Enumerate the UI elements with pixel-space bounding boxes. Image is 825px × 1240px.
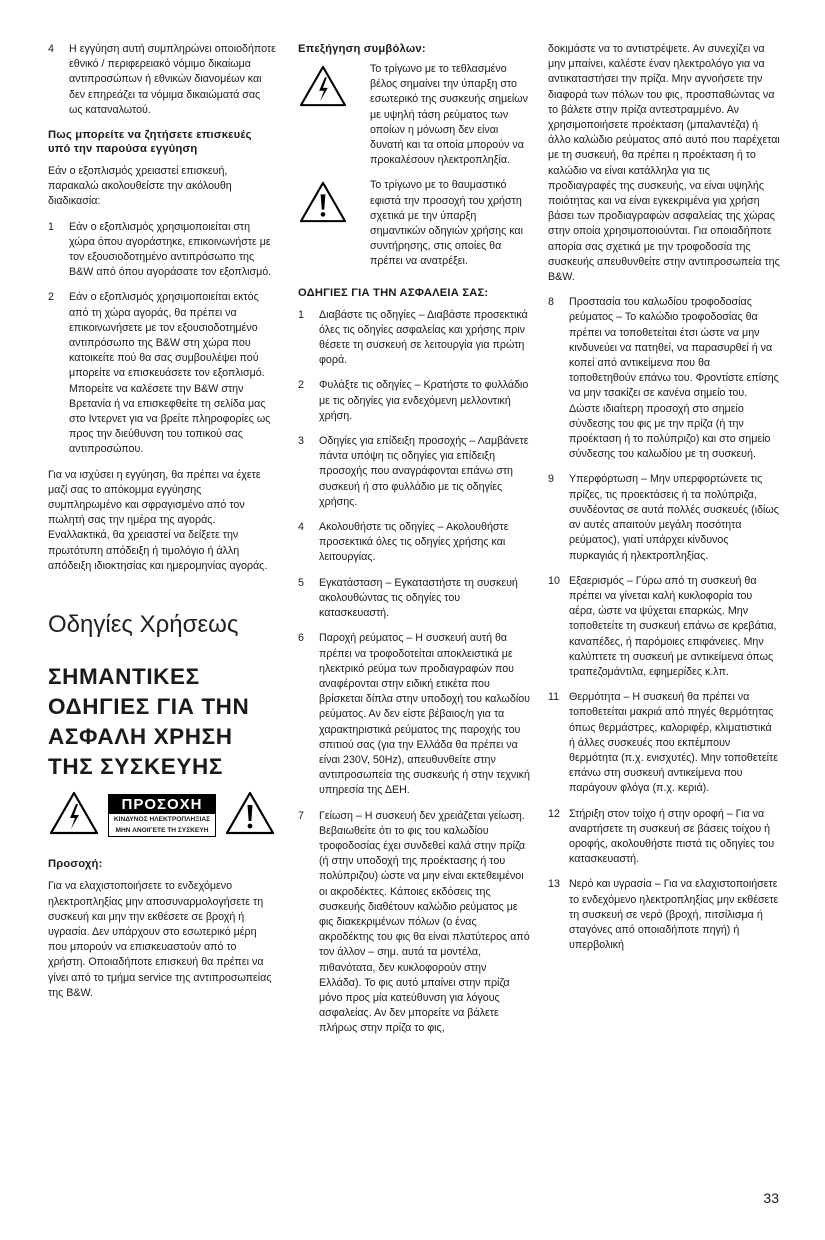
lightning-triangle-icon [48, 790, 100, 841]
column-2 [298, 42, 530, 1047]
item-number: 2 [298, 379, 304, 392]
symbol-exclamation-explanation [298, 178, 530, 269]
item-text: Φυλάξτε τις οδηγίες – Κρατήστε το φυλλάδιο με τις οδηγίες για ενδεχόμενη μελλοντική χρήση. [319, 379, 529, 422]
safety-item [298, 576, 530, 622]
safety-heading: ΟΔΗΓΙΕΣ ΓΙΑ ΤΗΝ ΑΣΦΑΛΕΙΑ ΣΑΣ: [298, 286, 489, 299]
item-number: 7 [298, 809, 304, 822]
caution-sign-title: ΠΡΟΣΟΧΗ [109, 795, 215, 814]
symbol-bolt-text: Το τρίγωνο με το τεθλασμένο βέλος σημαίνει την ύπαρξη στο εσωτερικό της συσκευής σημείων με υψηλή τάση ρεύματος των οποίων η μόνωση δεν είναι δυνατή και τα οποία μπορούν να προκαλέσουν ηλεκτροπληξία. [370, 63, 528, 167]
item-text: Προστασία του καλωδίου τροφοδοσίας ρεύματος – Το καλώδιο τροφοδοσίας θα πρέπει να τοποθετείται έτσι ώστε να μην κινδυνεύει να πατηθεί, να παρασυρθεί ή να κοπεί από αντικείμενα που θα τοποθετηθούν επάνω του. Φροντίστε επίσης να μην τσακίζει σε κανένα σημείο του. Δώστε ιδιαίτερη προσοχή στο σημείο σύνδεσης του φις με την πρίζα (ή την προέκταση ή το πολύπριζο) και στο σημείο σύνδεσης του καλωδίου με τη συσκευή. [569, 296, 779, 461]
warning-label-row [48, 790, 276, 841]
item-number: 11 [548, 691, 560, 704]
item-text: Υπερφόρτωση – Μην υπερφορτώνετε τις πρίζες, τις προεκτάσεις ή τα πολύπριζα, συνδέοντας σε αυτά πολλές συσκευές (ιδίως αν αυτές απαιτούν μεγάλη ποσότητα ρεύματος), γιατί υπάρχει κίνδυνος πυρκαγιάς ή ηλεκτροπληξίας. [569, 473, 779, 562]
caution-sign-line-1: ΚΙΝΔΥΝΟΣ ΗΛΕΚΤΡΟΠΛΗΞΙΑΣ [113, 816, 211, 824]
symbol-exclamation-text: Το τρίγωνο με το θαυμαστικό εφιστά την προσοχή του χρήστη σχετικά με την ύπαρξη σημαντικών οδηγιών χρήσης και συντήρησης, στις οποίες θα πρέπει να ανατρέξει. [370, 179, 523, 268]
item-number: 2 [48, 291, 54, 304]
repair-item [48, 220, 276, 281]
item-number: 4 [298, 521, 304, 534]
safety-title: ΣΗΜΑΝΤΙΚΕΣ ΟΔΗΓΙΕΣ ΓΙΑ ΤΗΝ ΑΣΦΑΛΗ ΧΡΗΣΗ ΤΗΣ ΣΥΣΚΕΥΗΣ [48, 664, 250, 780]
item-text: Εάν ο εξοπλισμός χρησιμοποιείται εκτός από τη χώρα αγοράς, θα πρέπει να επικοινωνήσετε με τον εξουσιοδοτημένο αντιπρόσωπο της B&W στη χώρα που κατοικείτε πού θα σας συμβουλέψει πού μπορείτε να επισκευάσετε τον εξοπλισμό. Μπορείτε να καλέσετε την B&W στην Βρετανία ή να επισκεφθείτε τη σελίδα μας στο Ιντερνετ για να βρείτε πληροφορίες ως προς την διεύθυνση του τοπικού σας αντιπροσώπου. [69, 291, 271, 456]
page-number: 33 [763, 1190, 779, 1206]
safety-item [548, 877, 780, 953]
repair-heading: Πως μπορείτε να ζητήσετε επισκευές υπό την παρούσα εγγύηση [48, 129, 252, 156]
item-text: Νερό και υγρασία – Για να ελαχιστοποιήσετε το ενδεχόμενο ηλεκτροπληξίας μην εκθέσετε τη συσκευή σε νερό (βροχή, πιτσίλισμα ή σταγόνες από οποιαδήποτε πηγή) ή υπερβολική [569, 878, 779, 952]
item-text: Εξαερισμός – Γύρω από τη συσκευή θα πρέπει να γίνεται καλή κυκλοφορία του αέρα, ώστε να ψύχεται επαρκώς. Μην τοποθετείτε τη συσκευή επάνω σε κρεβάτια, καναπέδες, ή παρόμοιες επιφάνειες. Μην καλύπτετε τη συσκευή με αντικείμενα όπως τραπεζομάντιλα, εφημερίδες κ.λπ. [569, 574, 777, 678]
caution-sign [108, 794, 216, 837]
item-number: 8 [548, 296, 554, 309]
item-number: 13 [548, 878, 560, 891]
item-text: Διαβάστε τις οδηγίες – Διαβάστε προσεκτικά όλες τις οδηγίες ασφαλείας και χρήσης πριν θέσετε τη συσκευή σε λειτουργία για πρώτη φορά. [319, 308, 528, 367]
safety-item [548, 574, 780, 680]
repair-item [48, 290, 276, 457]
column-3 [548, 42, 780, 963]
caution-heading: Προσοχή: [48, 858, 103, 871]
caution-sign-line-2: ΜΗΝ ΑΝΟΙΓΕΤΕ ΤΗ ΣΥΣΚΕΥΗ [115, 827, 209, 835]
symbol-bolt-explanation [298, 62, 530, 168]
item-text: Οδηγίες για επίδειξη προσοχής – Λαμβάνετε πάντα υπόψη τις οδηγίες για επίδειξη προσοχής που αναγράφονται επάνω στη συσκευή ή στο φυλλάδιο με τις οδηγίες χρήσης. [319, 435, 529, 508]
safety-item [298, 308, 530, 369]
column-1 [48, 42, 276, 1013]
safety-item [548, 807, 780, 868]
safety-item [298, 378, 530, 424]
exclamation-triangle-icon [298, 178, 370, 269]
safety-item [298, 520, 530, 566]
item-number: 10 [548, 574, 560, 587]
exclamation-triangle-icon [224, 790, 276, 841]
safety-item [298, 631, 530, 798]
item-number: 6 [298, 632, 304, 645]
section-title: Οδηγίες Χρήσεως [48, 611, 239, 639]
safety-item [298, 434, 530, 510]
item-text: Παροχή ρεύματος – Η συσκευή αυτή θα πρέπει να τροφοδοτείται αποκλειστικά με ηλεκτρικό ρεύμα των προδιαγραφών που αναφέρονται στην ειδική ετικέτα που βρίσκεται δίπλα στην υποδοχή του καλωδίου ρεύματος. Αν δεν είστε βέβαιος/η για τα χαρακτηριστικά ρεύματος της παροχής του σπιτιού σας (για την Ελλάδα θα πρέπει να είναι 230V, 50Hz), απευθυνθείτε στην αντιπροσωπεία της συσκευής ή στην τεχνική υπηρεσία της ΔΕΗ. [319, 632, 530, 797]
item-number: 1 [48, 220, 54, 233]
warranty-item-4 [48, 42, 276, 118]
item-number: 3 [298, 435, 304, 448]
item-7-continued: δοκιμάστε να το αντιστρέψετε. Αν συνεχίζει να μην μπαίνει, καλέστε έναν ηλεκτρολόγο για να αντικαταστήσει την πρίζα. Μην αγνοήσετε την διαφορά των πόλων του φις, προσπαθώντας να το βάλετε στην πρίζα αντεστραμμένο. Αν χρησιμοποιήσετε προέκταση (μπαλαντέζα) ή άλλο καλώδιο ρεύματος από αυτό που παρέχεται με τη συσκευή, θα πρέπει η προέκταση ή το καλώδιο να είναι κατάλληλα για τις προδιαγραφές της συσκευής, να είναι υψηλής ποιότητας και να είναι εγκεκριμένα για χρήση βάσει των προδιαγραφών ασφαλείας της χώρας στην οποία χρησιμοποιούνται. Για οποιαδήποτε απορία σας σχετικά με την τροφοδοσία της συσκευής απευθυνθείτε στην αντιπροσωπεία της B&W. [548, 43, 780, 284]
validity-paragraph: Για να ισχύσει η εγγύηση, θα πρέπει να έχετε μαζί σας το απόκομμα εγγύησης συμπληρωμένο και σφραγισμένο από τον πωλητή σας την ημέρα της αγοράς. Εναλλακτικά, θα χρειαστεί να δείξετε την πρωτότυπη απόδειξη ή τιμολόγιο ή άλλη απόδειξη ιδιοκτησίας και ημερομηνίας αγοράς. [48, 468, 268, 572]
lightning-triangle-icon [298, 62, 370, 168]
item-text: Στήριξη στον τοίχο ή στην οροφή – Για να αναρτήσετε τη συσκευή σε βάσεις τοίχου ή οροφής, ακολουθήστε πιστά τις οδηγίες του κατασκευαστή. [569, 807, 775, 866]
safety-item [548, 295, 780, 462]
item-number: 9 [548, 473, 554, 486]
safety-item [548, 690, 780, 796]
item-text: Εάν ο εξοπλισμός χρησιμοποιείται στη χώρα όπου αγοράστηκε, επικοινωνήστε με τον εξουσιοδοτημένο αντιπρόσωπο της B&W από όπου αγοράσατε τον εξοπλισμό. [69, 220, 272, 279]
item-text: Ακολουθήστε τις οδηγίες – Ακολουθήστε προσεκτικά όλες τις οδηγίες χρήσης και λειτουργίας. [319, 521, 509, 564]
item-text: Γείωση – Η συσκευή δεν χρειάζεται γείωση. Βεβαιωθείτε ότι το φις του καλωδίου τροφοδοσίας έχει συνδεθεί καλά στην πρίζα (ή στην υποδοχή της προέκτασης ή του πολύπριζου) ώστε να μην είναι εκτεθειμένοι οι ακροδέκτες. Κάποιες εκδόσεις της συσκευής διαθέτουν καλώδιο ρεύματος με φις διακεκριμένων πόλων (ο ένας ακροδέκτης του φις θα είναι πλατύτερος από τον άλλον – σημ. αυτά τα μοντέλα, πιθανότατα, δεν κυκλοφορούν στην Ελλάδα). Το φις αυτό μπαίνει στην πρίζα μόνο προς μία κατεύθυνση για λόγους ασφαλείας. Αν δεν μπορείτε να βάλετε πλήρως στην πρίζα το φις, [319, 809, 530, 1035]
item-number: 5 [298, 576, 304, 589]
item-number: 1 [298, 308, 304, 321]
symbols-heading: Επεξήγηση συμβόλων: [298, 43, 426, 55]
safety-item [548, 472, 780, 563]
item-text: Η εγγύηση αυτή συμπληρώνει οποιοδήποτε εθνικό / περιφερειακό νόμιμο δικαίωμα αντιπροσώπων ή εθνικών διανομέων και δεν επηρεάζει τα νόμιμα δικαιώματά σας ως καταναλωτού. [69, 43, 276, 116]
item-text: Εγκατάσταση – Εγκαταστήστε τη συσκευή ακολουθώντας τις οδηγίες του κατασκευαστή. [319, 576, 518, 620]
item-number: 4 [48, 43, 54, 55]
repair-intro: Εάν ο εξοπλισμός χρειαστεί επισκευή, παρακαλώ ακολουθείστε την ακόλουθη διαδικασία: [48, 165, 232, 208]
item-text: Θερμότητα – Η συσκευή θα πρέπει να τοποθετείται μακριά από πηγές θερμότητας όπως θερμάστρες, καλοριφέρ, κλιματιστικά ή άλλες συσκευές που εκπέμπουν θερμότητα (π.χ. ενισχυτές). Μην τοποθετείτε επάνω στη συσκευή αντικείμενα που παράγουν φλόγα (π.χ. κεριά). [569, 691, 778, 795]
caution-text: Για να ελαχιστοποιήσετε το ενδεχόμενο ηλεκτροπληξίας μην αποσυναρμολογήσετε τη συσκευή και μην την εκθέσετε σε βροχή ή υγρασία. Δεν υπάρχουν στο εσωτερικό μέρη που μπορούν να επισκευαστούν από το χρήστη. Οποιαδήποτε επισκευή θα πρέπει να γίνει από το τμήμα service της αντιπροσωπείας της B&W. [48, 880, 272, 999]
safety-item [298, 809, 530, 1037]
item-number: 12 [548, 807, 560, 820]
